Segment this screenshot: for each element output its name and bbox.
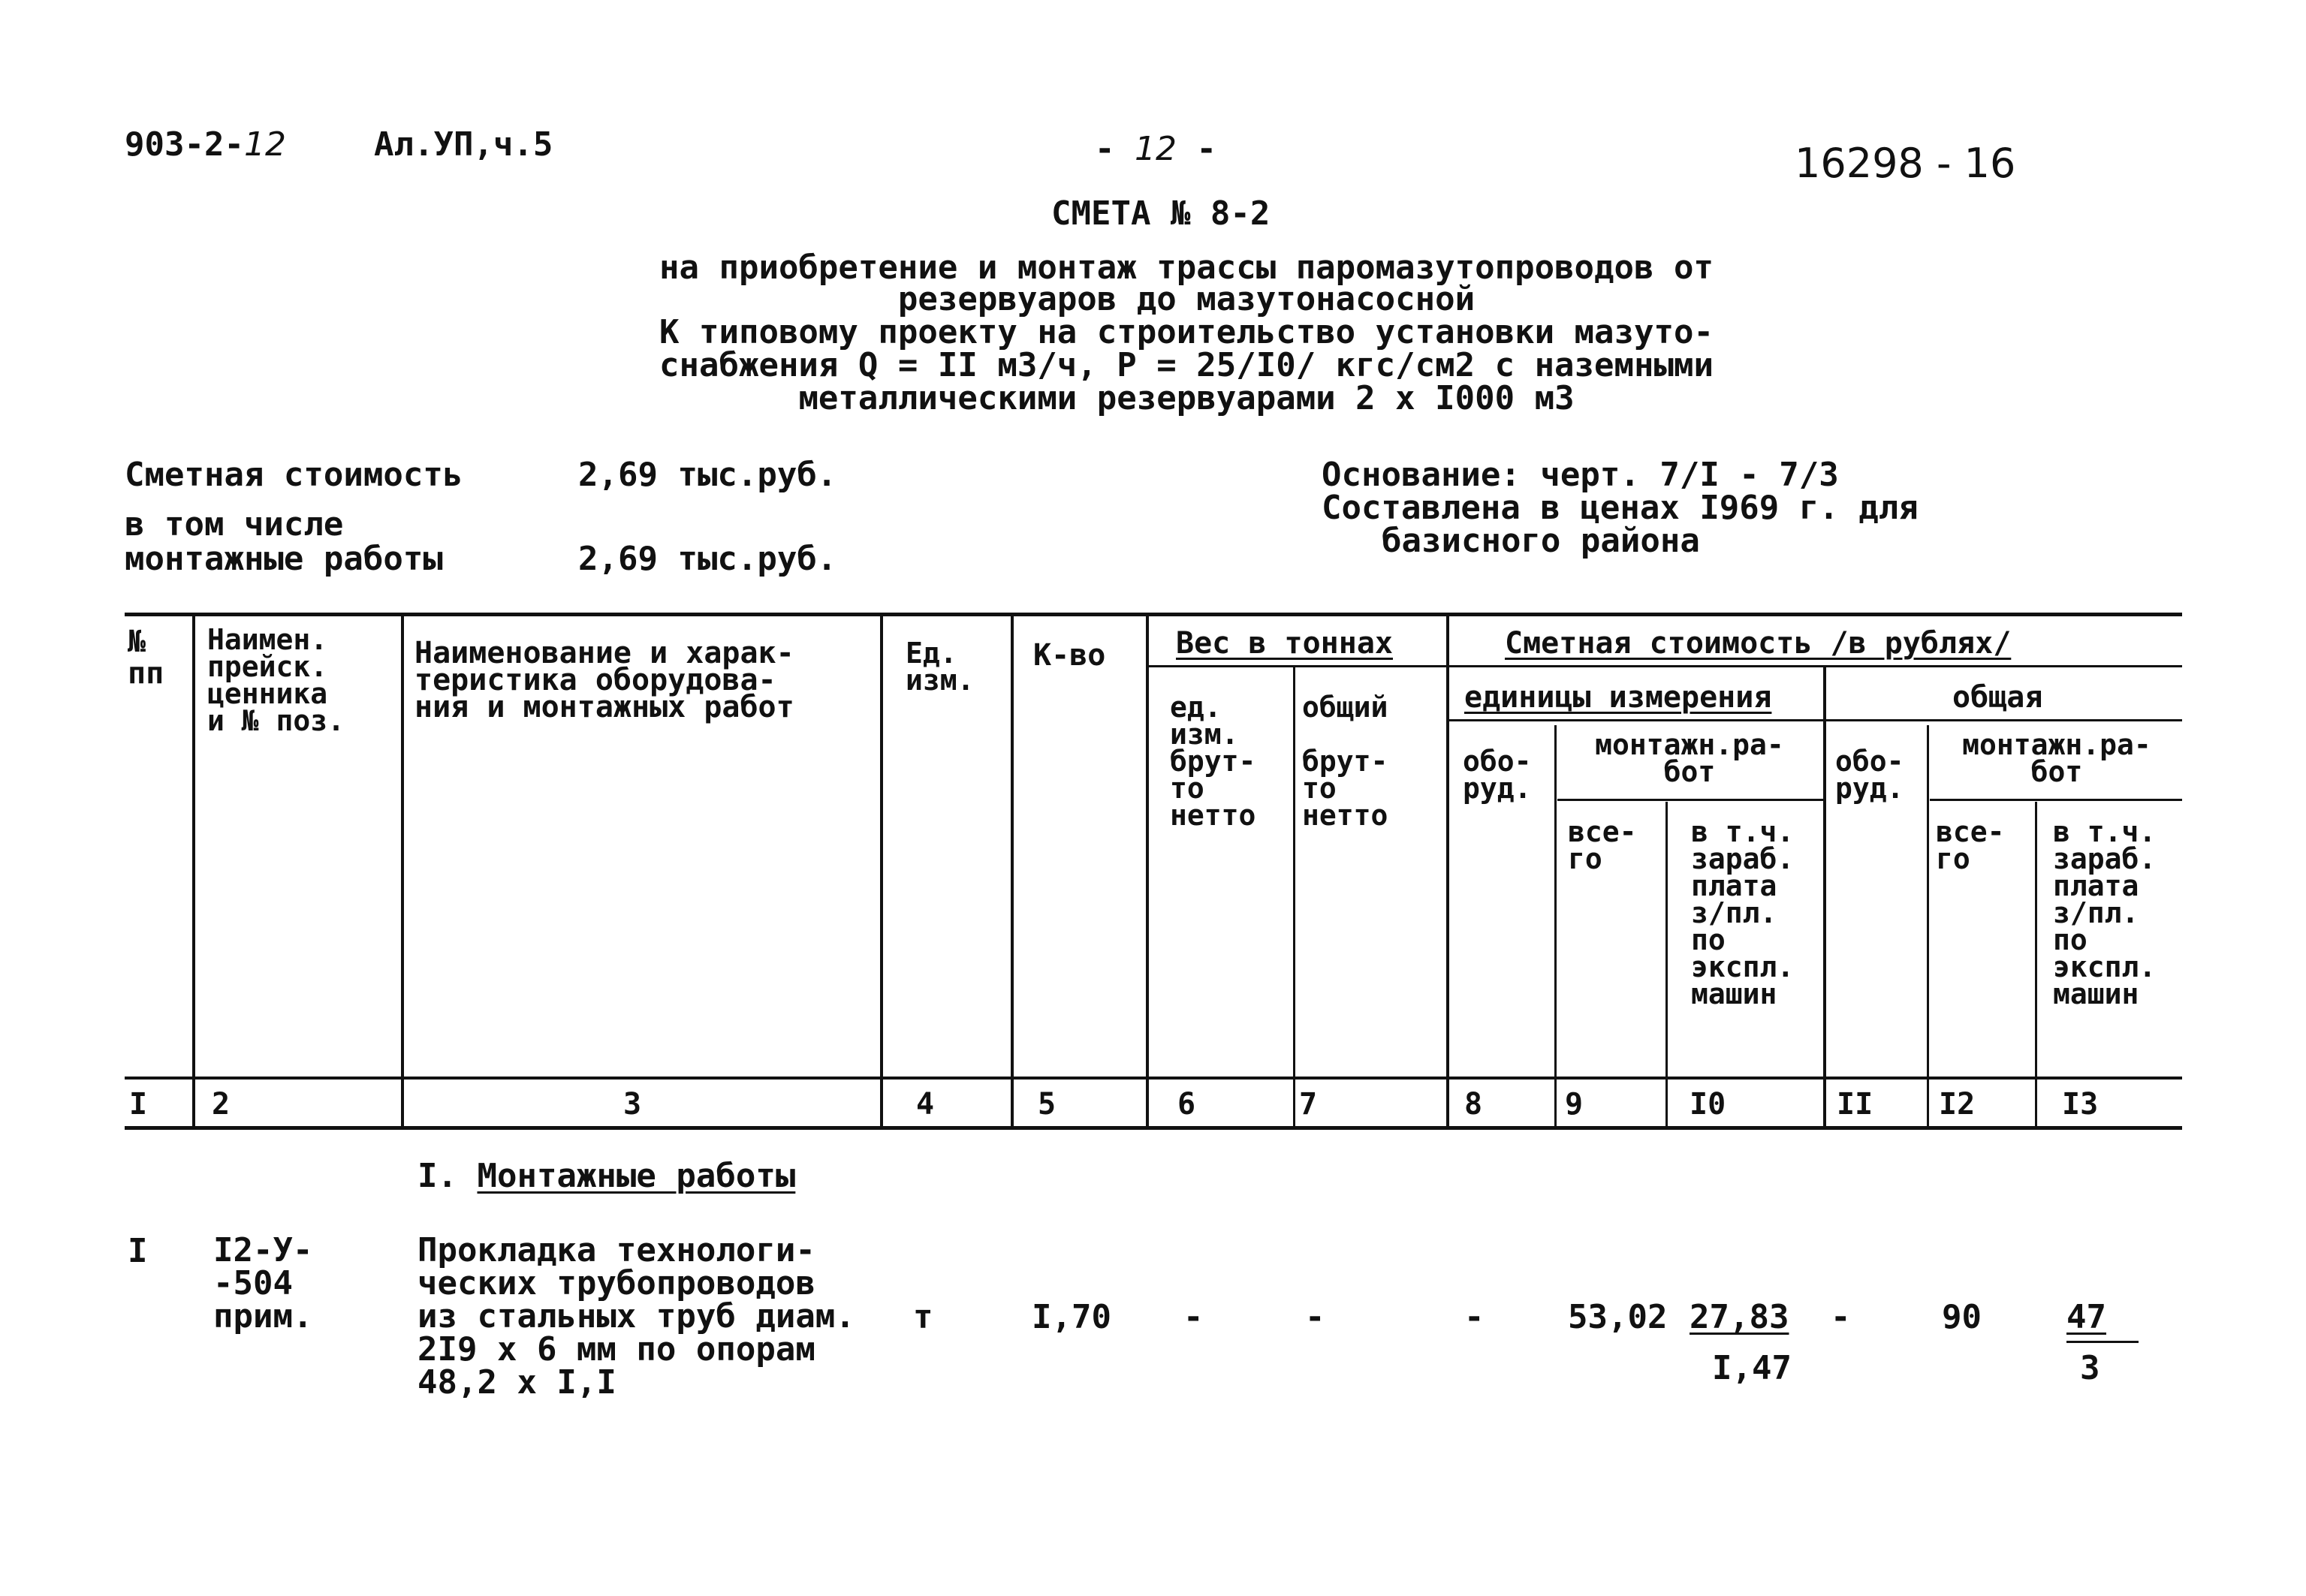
header-installation-total: монтажн.ра- бот — [1962, 728, 2151, 788]
row-install-machine-wage: I,47 — [1712, 1349, 1792, 1387]
col-divider — [1011, 613, 1014, 1129]
col-number: 3 — [623, 1087, 642, 1122]
header-bottom-rule — [125, 1077, 2182, 1080]
header-weight: Вес в тоннах — [1176, 626, 1393, 661]
basis-text: Основание: черт. 7/I - 7/3 — [1322, 456, 1839, 494]
header-installation: монтажн.ра- бот — [1595, 728, 1784, 788]
title-line-2: резервуаров до мазутонасосной — [897, 280, 1476, 318]
row-total-machine-wage: 3 — [2080, 1349, 2100, 1387]
header-unit-measure: единицы измерения — [1464, 680, 1772, 715]
col-number: I2 — [1939, 1087, 1976, 1122]
header-price-list: Наимен. прейск. ценника и № поз. — [207, 623, 345, 737]
header-equipment: обо- руд. — [1463, 745, 1532, 805]
col-divider — [1823, 667, 1826, 1129]
header-all: все- го — [1568, 815, 1637, 875]
section-title: I. Монтажные работы — [417, 1157, 796, 1195]
col-number: 7 — [1299, 1087, 1318, 1122]
header-incl-wage: в т.ч. зараб. плата з/пл. по экспл. машин — [1691, 815, 1795, 1010]
header-description: Наименование и харак- теристика оборудова- ния и монтажных работ — [414, 636, 794, 724]
row-equipment-total: - — [1831, 1298, 1851, 1336]
row-total-wage-underline — [2066, 1341, 2139, 1343]
unit-rule — [1449, 719, 2182, 721]
cost-label: Сметная стоимость — [125, 456, 463, 494]
row-price-code: I2-У- -504 прим. — [213, 1231, 313, 1336]
col-number: 8 — [1464, 1087, 1483, 1122]
numbers-bottom-rule — [125, 1126, 2182, 1130]
install-value: 2,69 тыс.руб. — [578, 540, 837, 578]
mont-rule — [1930, 799, 2182, 801]
col-divider — [880, 613, 883, 1129]
album-ref: Ал.УП,ч.5 — [374, 125, 553, 164]
prices-text: Составлена в ценах I969 г. для — [1322, 489, 1919, 527]
page-number: - 12 - — [1095, 130, 1216, 168]
header-total: общая — [1952, 680, 2043, 715]
col-number: I — [129, 1087, 148, 1122]
install-label: монтажные работы — [125, 540, 443, 578]
code-handwritten: 12 — [243, 125, 286, 164]
weight-rule — [1149, 665, 1446, 667]
standard-code: 903-2-12 — [125, 125, 286, 164]
row-number: I — [128, 1232, 148, 1270]
col-divider — [1665, 802, 1668, 1129]
estimate-title: СМЕТА № 8-2 — [1051, 194, 1271, 233]
header-cost: Сметная стоимость /в рублях/ — [1505, 626, 2012, 661]
header-qty: К-во — [1033, 638, 1106, 673]
header-weight-unit: ед. изм. брут- то нетто — [1170, 691, 1256, 832]
title-line-5: металлическими резервуарами 2 х I000 м3 — [798, 379, 1575, 417]
row-install-wage: 27,83 — [1690, 1298, 1789, 1336]
row-description: Прокладка технологи- ческих трубопроводов из стальных труб диам. 2I9 х 6 мм по опорам 48,2 х I,I — [417, 1231, 855, 1402]
title-line-1: на приобретение и монтаж трассы паромазутопроводов от — [659, 248, 1714, 287]
cost-rule — [1449, 665, 2182, 667]
col-divider — [1446, 613, 1449, 1129]
header-unit: Ед. изм. — [906, 637, 975, 697]
col-divider — [401, 613, 404, 1129]
row-weight-unit: - — [1183, 1298, 1204, 1336]
doc-number: 16298 - 16 — [1795, 140, 2016, 187]
col-divider — [1293, 667, 1295, 1129]
col-number: 9 — [1565, 1087, 1584, 1122]
table-top-rule — [125, 613, 2182, 616]
row-install-all: 53,02 — [1568, 1298, 1668, 1336]
header-all-total: все- го — [1936, 815, 2005, 875]
col-number: 4 — [916, 1087, 935, 1122]
title-line-4: снабжения Q = II м3/ч, Р = 25/I0/ кгс/см2 с наземными — [659, 346, 1714, 384]
col-divider — [1927, 725, 1929, 1129]
col-number: I0 — [1690, 1087, 1726, 1122]
col-number: 5 — [1038, 1087, 1057, 1122]
row-total-wage: 47 — [2066, 1298, 2106, 1336]
header-weight-total: общий брут- то нетто — [1302, 691, 1388, 832]
including-label: в том числе — [125, 505, 344, 544]
col-number: 6 — [1177, 1087, 1196, 1122]
header-equipment-total: обо- руд. — [1835, 745, 1904, 805]
row-weight-total: - — [1305, 1298, 1325, 1336]
row-unit: т — [913, 1298, 933, 1336]
title-line-3: К типовому проекту на строительство установки мазуто- — [659, 313, 1714, 351]
row-quantity: I,70 — [1032, 1298, 1111, 1336]
col-divider — [1146, 613, 1149, 1129]
col-number: 2 — [212, 1087, 231, 1122]
col-divider — [2035, 802, 2037, 1129]
col-divider — [1554, 725, 1557, 1129]
mont-rule — [1557, 799, 1823, 801]
col-number: II — [1837, 1087, 1873, 1122]
cost-value: 2,69 тыс.руб. — [578, 456, 837, 494]
col-number: I3 — [2062, 1087, 2099, 1122]
header-incl-wage-total: в т.ч. зараб. плата з/пл. по экспл. машин — [2053, 815, 2157, 1010]
row-total-all: 90 — [1942, 1298, 1982, 1336]
region-text: базисного района — [1382, 522, 1700, 560]
row-equipment-unit: - — [1464, 1298, 1485, 1336]
header-num: № пп — [128, 625, 164, 691]
col-divider — [192, 613, 195, 1129]
